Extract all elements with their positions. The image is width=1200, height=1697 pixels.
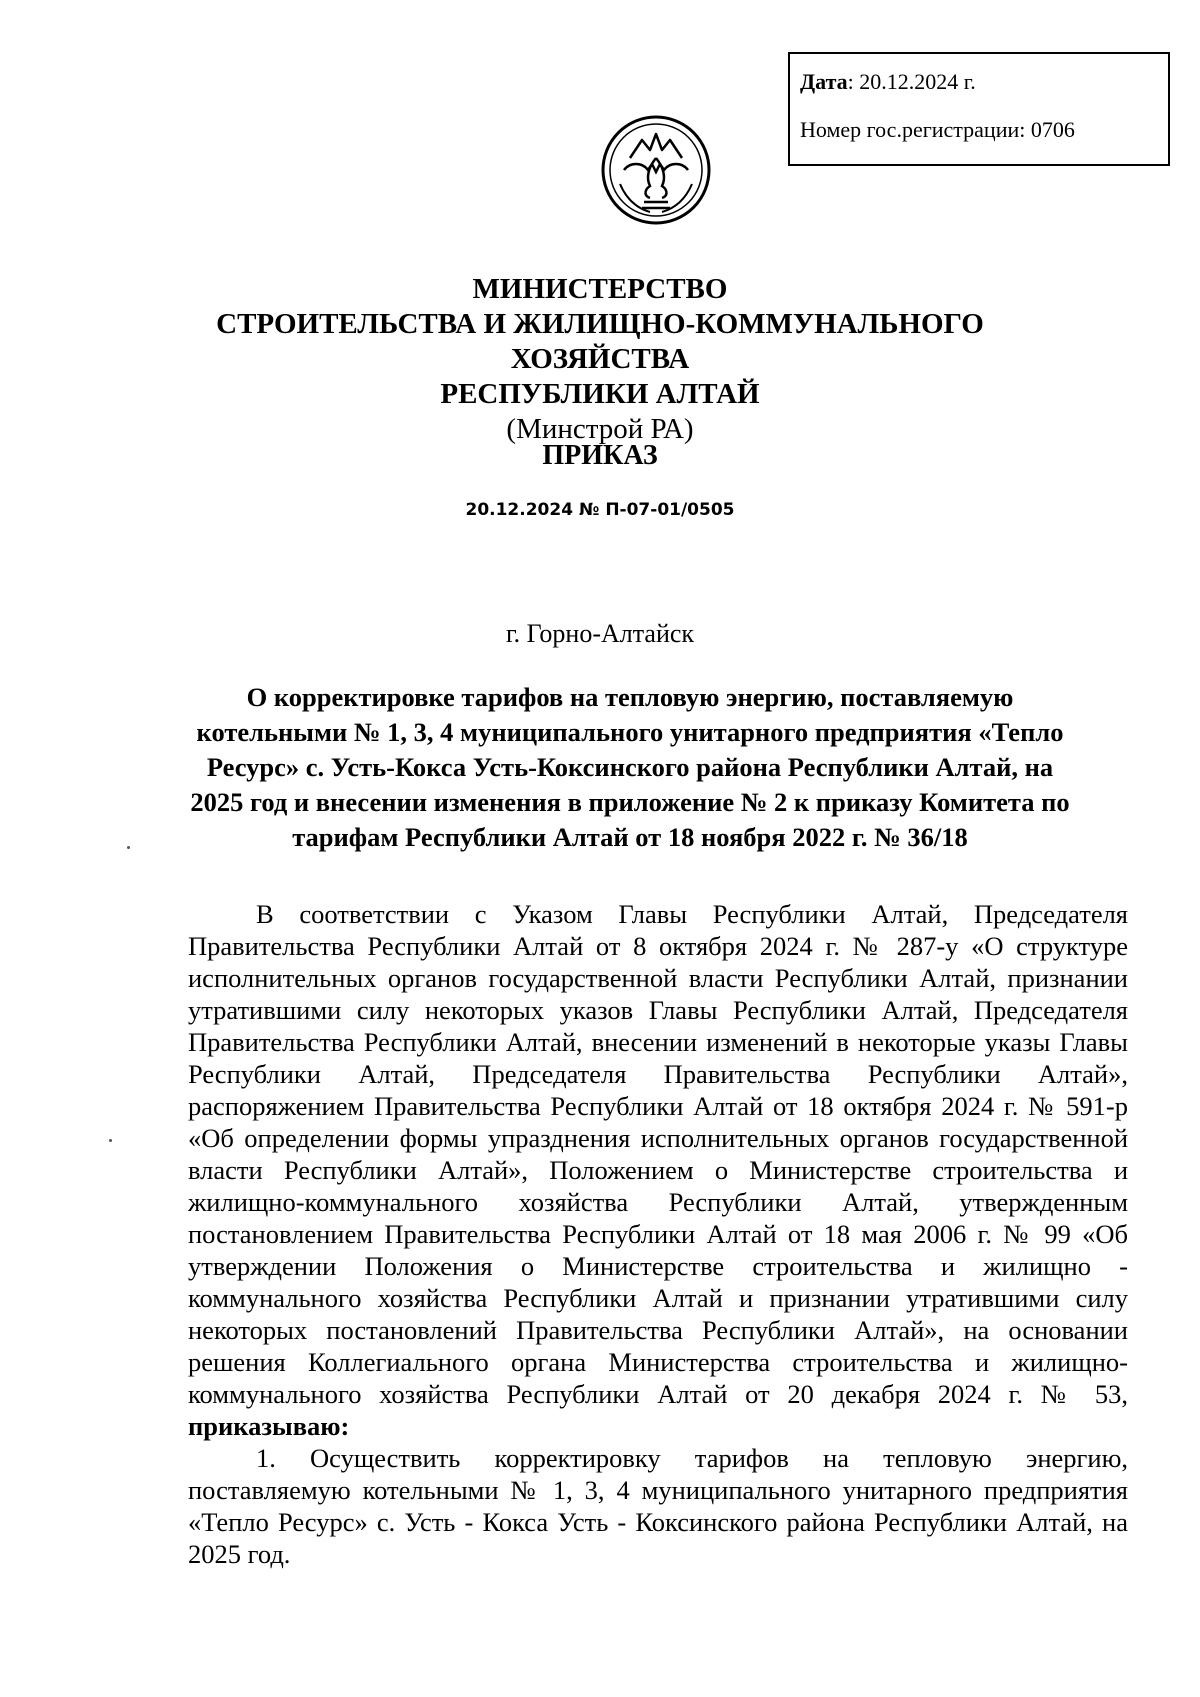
ministry-header — [150, 272, 1050, 447]
ministry-line-2: СТРОИТЕЛЬСТВА И ЖИЛИЩНО-КОММУНАЛЬНОГО ХОЗЯЙСТВА — [216, 308, 984, 375]
decree-word: приказываю: — [188, 1411, 350, 1441]
scan-speck — [109, 1139, 112, 1142]
ministry-abbreviation: (Минстрой РА) — [506, 413, 694, 445]
order-title: ПРИКАЗ — [542, 440, 658, 471]
document-body — [188, 898, 1128, 1570]
ministry-line-3: РЕСПУБЛИКИ АЛТАЙ — [440, 378, 760, 410]
item-1-paragraph: 1. Осуществить корректировку тарифов на тепловую энергию, поставляемую котельными № 1, 3, 4 муниципального унитарного предприятия «Тепло Ресурс» с. Усть - Кокса Усть - Коксинского района Республики Алтай, на 2025 год. — [188, 1443, 1128, 1569]
registration-number: Номер гос.регистрации: 0706 — [800, 117, 1075, 142]
scan-speck — [127, 846, 130, 849]
order-number: 20.12.2024 № П-07-01/0505 — [465, 500, 735, 520]
registration-box — [788, 52, 1170, 166]
ministry-line-1: МИНИСТЕРСТВО — [472, 273, 728, 305]
preamble-paragraph: В соответствии с Указом Главы Республики Алтай, Председателя Правительства Республики Алтай от 8 октября 2024 г. № 287-у «О структуре исполнительных органов государственной власти Республики Алтай, признании утратившими силу некоторых указов Главы Республики Алтай, Председателя Правительства Республики Алтай, внесении изменений в некоторые указы Главы Республики Алтай, Председателя Правительства Республики Алтай», распоряжением Правительства Республики Алтай от 18 октября 2024 г. № 591-р «Об определении формы упразднения исполнительных органов государственной власти Республики Алтай», Положением о Министерстве строительства и жилищно-коммунального хозяйства Республики Алтай, утвержденным постановлением Правительства Республики Алтай от 18 мая 2006 г. № 99 «Об утверждении Положения о Министерстве строительства и жилищно - коммунального хозяйства Республики Алтай и признании утратившими силу некоторых постановлений Правительства Республики Алтай», на основании решения Коллегиального органа Министерства строительства и жилищно-коммунального хозяйства Республики Алтай от 20 декабря 2024 г. № 53, приказываю: — [188, 899, 1128, 1441]
city: г. Горно-Алтайск — [505, 619, 695, 648]
coat-of-arms-emblem-icon — [600, 114, 712, 226]
registration-date: Дата: 20.12.2024 г. — [800, 69, 976, 94]
order-subject: О корректировке тарифов на тепловую энергию, поставляемую котельными № 1, 3, 4 муниципального унитарного предприятия «Тепло Ресурс» с. Усть-Кокса Усть-Коксинского района Республики Алтай, на 2025 год и внесении изменения в приложение № 2 к приказу Комитета по тарифам Республики Алтай от 18 ноября 2022 г. № 36/18 — [190, 682, 1070, 852]
